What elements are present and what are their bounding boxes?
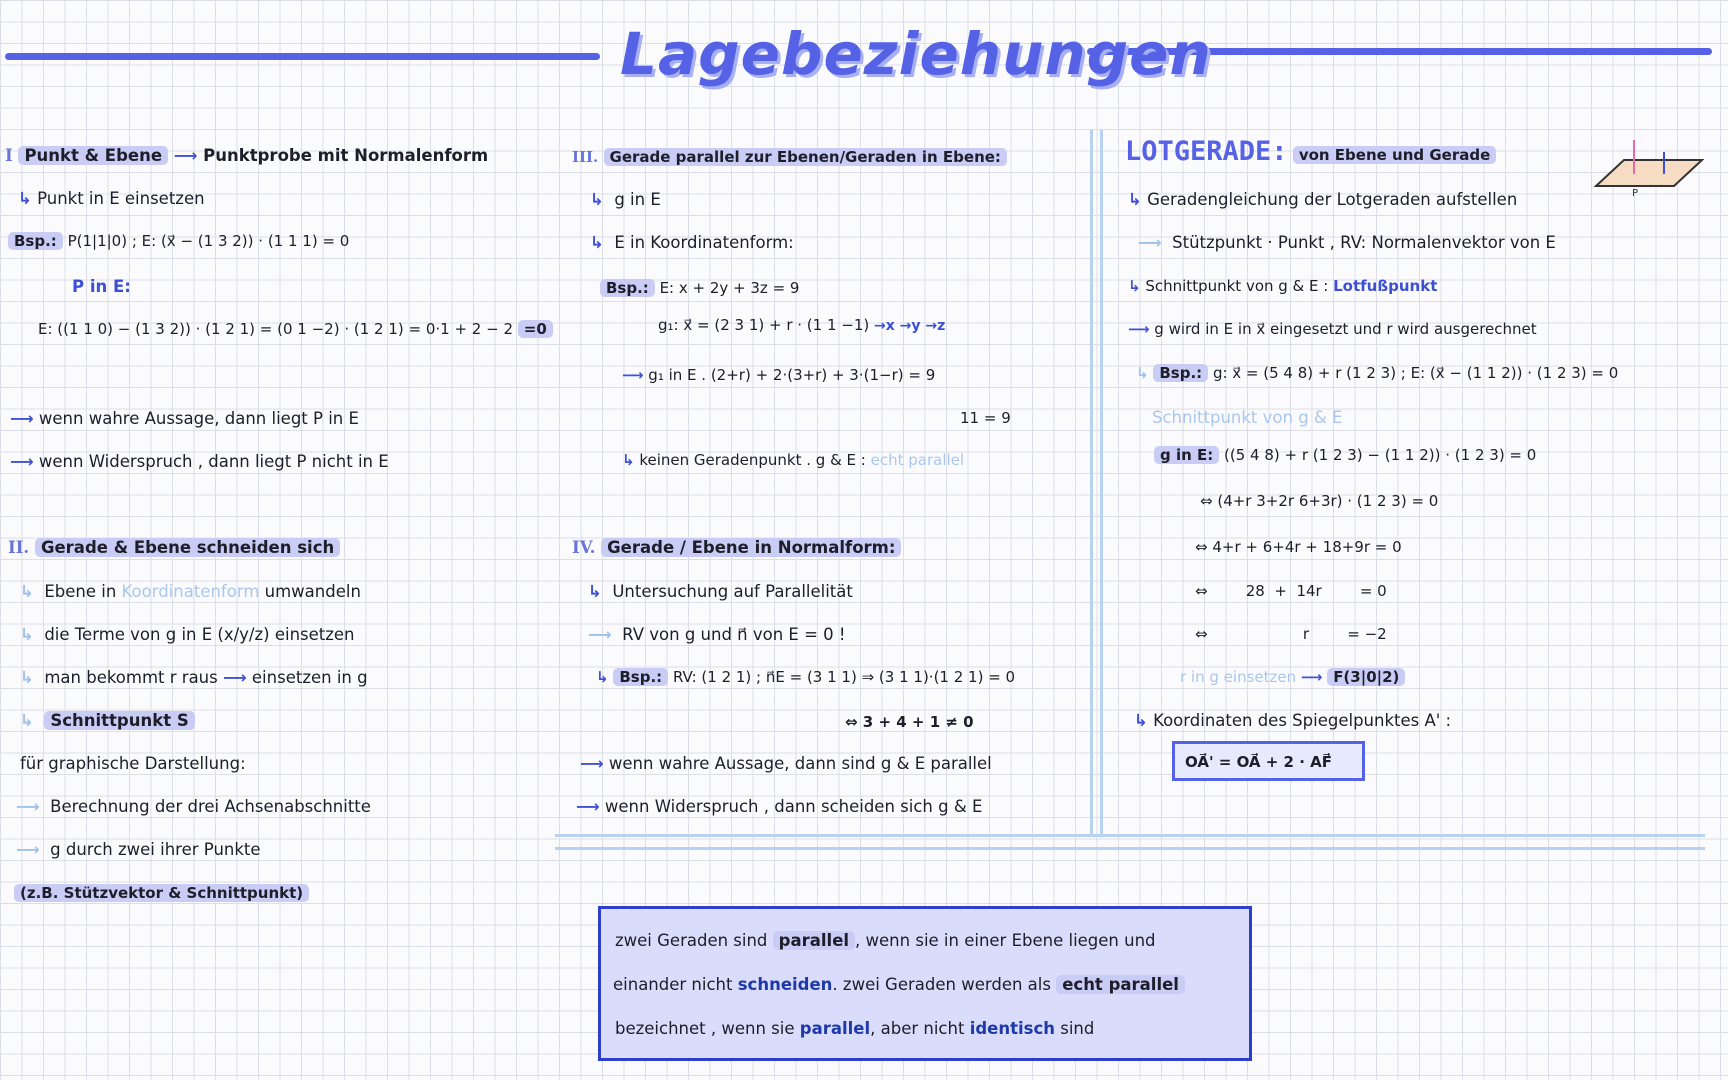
step-result: Schnittpunkt S [44,711,194,730]
section-3-heading [572,148,1007,166]
rule-text: wenn wahre Aussage, dann liegt P in E [38,409,359,428]
lotgerade-line-1 [1128,190,1517,209]
step-text: Geradengleichung der Lotgeraden aufstellen [1147,190,1518,209]
section-3-line-1 [590,190,661,209]
conclusion-term: echt parallel [870,451,965,469]
section-2-graph-heading: für graphische Darstellung: [20,754,246,773]
arrow-right-icon: ⟶ [10,452,34,471]
section-3-number: III. [572,148,599,166]
definition-line-1 [615,931,1156,950]
section-2-step-3 [20,668,368,687]
hook-arrow-icon: ↳ [20,582,34,601]
example-text: g: x⃗ = (5 4 8) + r (1 2 3) ; E: (x⃗ − (1 1 2)) · (1 2 3) = 0 [1212,364,1619,382]
arrow-right-icon: ⟶ [588,625,612,644]
lotgerade-eq-5: ⇔ r = −2 [1195,625,1387,643]
conclusion-text: keinen Geradenpunkt . g & E : [639,451,866,469]
lotfusspunkt-term: Lotfußpunkt [1333,277,1438,295]
lotgerade-line-4 [1128,320,1537,338]
arrow-right-icon: ⟶ [10,409,34,428]
lotgerade-line-3 [1128,277,1437,295]
arrow-right-icon: ⟶ [622,366,644,384]
section-1-desc: Punktprobe mit Normalenform [203,146,489,165]
step-term: Koordinatenform [121,582,260,601]
step-text: Punkt in E einsetzen [37,189,205,208]
hook-arrow-icon: ↳ [1128,190,1142,209]
section-4-line-1 [588,582,853,601]
step-text: umwandeln [264,582,361,601]
section-4-example [596,668,1015,686]
lotgerade-eq-3: ⇔ 4+r + 6+4r + 18+9r = 0 [1195,538,1402,556]
calc-text: E: ((1 1 0) − (1 3 2)) · (1 2 1) = (0 1 −2) · (1 2 1) = 0·1 + 2 − 2 [38,320,513,338]
rule-text: wenn Widerspruch , dann scheiden sich g & E [604,797,983,816]
coordinate-labels: →x →y →z [874,318,946,334]
hook-arrow-icon: ↳ [588,582,602,601]
equation-text: ((5 4 8) + r (1 2 3) − (1 1 2)) · (1 2 3) = 0 [1224,446,1537,464]
bsp-label: Bsp.: [613,668,668,686]
arrow-right-icon: ⟶ [223,668,247,687]
g-in-e-label: g in E: [1154,446,1219,464]
hook-arrow-icon: ↳ [20,668,34,687]
section-1-calc [38,320,553,338]
step-text: g in E [614,190,661,209]
def-text: , aber nicht [870,1019,965,1038]
lotgerade-subtitle: von Ebene und Gerade [1293,146,1496,164]
section-3-title: Gerade parallel zur Ebenen/Geraden in Ebene: [604,148,1007,166]
def-text: bezeichnet , wenn sie [615,1019,795,1038]
section-4-rule-false [576,797,982,816]
section-1-example [8,232,349,250]
hook-arrow-icon: ↳ [596,668,609,686]
section-2-graph-1 [16,797,371,816]
step-text: einsetzen in g [251,668,368,687]
step-text: Ebene in [44,582,117,601]
lotgerade-heading [1125,136,1496,167]
hook-arrow-icon: ↳ [1134,711,1148,730]
section-2-step-1 [20,582,361,601]
def-text: sind [1060,1019,1095,1038]
section-2-note [14,884,309,902]
def-term: echt parallel [1056,975,1185,994]
lotgerade-sp-label: Schnittpunkt von g & E [1152,408,1343,427]
def-term: identisch [969,1019,1055,1038]
arrow-right-icon: ⟶ [576,797,600,816]
arrow-right-icon: ⟶ [16,840,40,859]
def-term: parallel [799,1019,871,1038]
arrow-right-icon: ⟶ [1300,668,1323,686]
section-divider [555,847,1705,850]
def-term: schneiden [737,975,833,994]
note-text: (z.B. Stützvektor & Schnittpunkt) [14,884,309,902]
hook-arrow-icon: ↳ [1136,364,1149,382]
arrow-right-icon: ⟶ [16,797,40,816]
hook-arrow-icon: ↳ [20,625,34,644]
def-text: , wenn sie in einer Ebene liegen und [855,931,1156,950]
step-text: g wird in E in x⃗ eingesetzt und r wird ausgerechnet [1154,320,1537,338]
p-in-e-label: P in E: [72,277,131,296]
section-2-step-4 [20,711,195,730]
step-text: g durch zwei ihrer Punkte [50,840,261,859]
section-4-title: Gerade / Ebene in Normalform: [601,538,901,557]
page-title: Lagebeziehungen [620,20,1212,88]
example-text: E: x + 2y + 3z = 9 [659,279,800,297]
hook-arrow-icon: ↳ [590,190,604,209]
step-text: E in Koordinatenform: [614,233,794,252]
step-text: RV von g und n⃗ von E = 0 ! [622,625,846,644]
line-equation: g₁: x⃗ = (2 3 1) + r · (1 1 −1) [658,316,870,334]
section-4-heading [572,538,901,557]
step-text: man bekommt r raus [44,668,218,687]
lotgerade-example [1136,364,1618,382]
section-1-heading [5,146,488,165]
hook-arrow-icon: ↳ [1128,277,1141,295]
lotgerade-line-5 [1134,711,1451,730]
section-1-rule-true [10,409,359,428]
def-text: einander nicht [613,975,733,994]
definition-line-3 [615,1019,1094,1038]
step-term: r in g einsetzen [1180,668,1297,686]
definition-box [598,906,1252,1061]
section-1-number: I [5,146,13,165]
section-1-step [18,189,205,208]
lotgerade-title: LOTGERADE: [1125,136,1288,167]
calc-result: =0 [518,320,553,338]
section-1-rule-false [10,452,389,471]
section-2-number: II. [8,538,30,557]
section-4-line-2 [588,625,846,644]
column-divider [1100,130,1103,835]
section-2-heading [8,538,340,557]
section-4-rule-true [580,754,992,773]
svg-text:P: P [1632,188,1639,198]
section-4-number: IV. [572,538,596,557]
section-3-g-in-e [622,366,935,384]
hook-arrow-icon: ↳ [622,451,635,469]
step-text: Berechnung der drei Achsenabschnitte [50,797,371,816]
rule-text: wenn Widerspruch , dann liegt P nicht in E [38,452,389,471]
point-f: F(3|0|2) [1327,668,1405,686]
column-divider [1090,130,1093,835]
section-3-line-g1 [658,316,945,334]
arrow-right-icon: ⟶ [1128,320,1150,338]
arrow-right-icon: ⟶ [580,754,604,773]
section-3-result: 11 = 9 [960,409,1011,427]
bsp-label: Bsp.: [600,279,655,297]
hook-arrow-icon: ↳ [20,711,34,730]
section-1-title: Punkt & Ebene [18,146,168,165]
section-2-title: Gerade & Ebene schneiden sich [35,538,340,557]
section-2-step-2 [20,625,355,644]
lotgerade-eq-1 [1154,446,1536,464]
section-divider [555,834,1705,837]
rule-text: wenn wahre Aussage, dann sind g & E parallel [608,754,992,773]
spiegelpunkt-formula-box [1172,741,1365,781]
lotgerade-eq-2: ⇔ (4+r 3+2r 6+3r) · (1 2 3) = 0 [1200,492,1439,510]
lotgerade-r-in-g [1180,668,1405,686]
arrow-right-icon: ⟶ [1138,233,1162,252]
def-term: parallel [773,931,855,950]
section-3-example [600,279,799,297]
definition-line-2 [613,975,1185,994]
def-text: . zwei Geraden werden als [832,975,1051,994]
step-text: Untersuchung auf Parallelität [612,582,853,601]
example-text: P(1|1|0) ; E: (x⃗ − (1 3 2)) · (1 1 1) = 0 [67,232,350,250]
example-text: RV: (1 2 1) ; n⃗E = (3 1 1) ⇒ (3 1 1)·(1 2 1) = 0 [672,668,1016,686]
hook-arrow-icon: ↳ [18,189,32,208]
step-text: Stützpunkt · Punkt , RV: Normalenvektor von E [1172,233,1556,252]
plane-sketch-icon [1594,138,1704,198]
step-text: Koordinaten des Spiegelpunktes A' : [1153,711,1452,730]
arrow-right-icon: ⟶ [173,146,198,165]
section-2-graph-2 [16,840,261,859]
step-text: die Terme von g in E (x/y/z) einsetzen [44,625,355,644]
lotgerade-line-2 [1138,233,1556,252]
bsp-label: Bsp.: [8,232,63,250]
section-4-result: ⇔ 3 + 4 + 1 ≠ 0 [845,713,974,731]
def-text: zwei Geraden sind [615,931,768,950]
step-text: Schnittpunkt von g & E : [1145,277,1329,295]
section-3-conclusion [622,451,964,469]
section-3-line-2 [590,233,794,252]
lotgerade-eq-4: ⇔ 28 + 14r = 0 [1195,582,1387,600]
bsp-label: Bsp.: [1153,364,1208,382]
hook-arrow-icon: ↳ [590,233,604,252]
title-bar-left [5,53,600,60]
spiegelpunkt-formula: OA⃗' = OA⃗ + 2 · AF⃗ [1185,753,1332,771]
equation-text: g₁ in E . (2+r) + 2·(3+r) + 3·(1−r) = 9 [648,366,936,384]
